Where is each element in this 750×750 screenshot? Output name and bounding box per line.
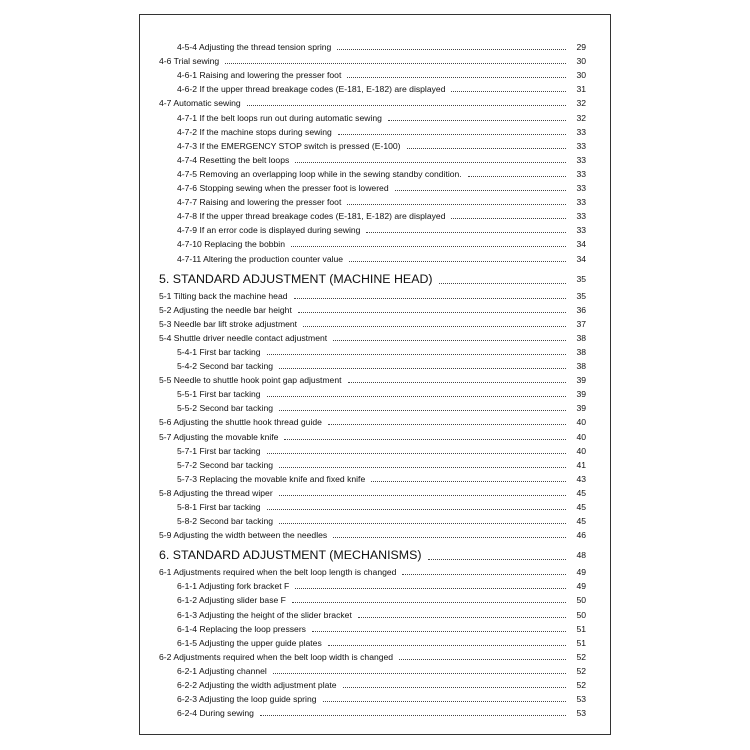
toc-entry-title: 4-7-5 Removing an overlapping loop while in the sewing standby condition. (177, 168, 462, 179)
toc-entry (159, 207, 586, 221)
toc-entry-page-number: 53 (576, 708, 586, 719)
toc-entry-title: 6-2 Adjustments required when the belt loop width is changed (159, 651, 394, 662)
toc-entry (159, 577, 586, 591)
toc-entry (159, 442, 586, 456)
toc-entry (159, 563, 586, 577)
toc-entry-title: 6-2-3 Adjusting the loop guide spring (177, 694, 317, 705)
toc-chapter-heading (159, 264, 586, 287)
dot-leader (279, 467, 566, 468)
dot-leader (333, 537, 566, 538)
toc-entry-page-number: 46 (576, 530, 586, 541)
toc-entry (159, 66, 586, 80)
toc-entry-page-number: 35 (576, 290, 586, 301)
dot-leader (407, 148, 566, 149)
toc-entry-page-number: 33 (576, 211, 586, 222)
toc-entry (159, 498, 586, 512)
toc-entry-page-number: 30 (576, 70, 586, 81)
toc-entry-page-number: 52 (576, 665, 586, 676)
dot-leader (294, 298, 566, 299)
toc-entry-page-number: 43 (576, 473, 586, 484)
toc-entry (159, 704, 586, 718)
toc-entry-page-number: 45 (576, 502, 586, 512)
toc-entry-page-number: 33 (576, 183, 586, 194)
toc-entry (159, 385, 586, 399)
toc-entry-title: 6-1-1 Adjusting fork bracket F (177, 581, 290, 592)
toc-entry (159, 676, 586, 690)
dot-leader (225, 63, 566, 64)
dot-leader (371, 481, 566, 482)
toc-entry (159, 315, 586, 329)
toc-entry-page-number: 51 (576, 623, 586, 634)
dot-leader (347, 204, 566, 205)
toc-entry (159, 484, 586, 498)
toc-entry (159, 690, 586, 704)
dot-leader (247, 105, 566, 106)
toc-entry-title: 5-7-3 Replacing the movable knife and fixed knife (177, 473, 366, 484)
toc-entry (159, 605, 586, 619)
toc-entry-title: 4-7-1 If the belt loops run out during automatic sewing (177, 112, 382, 123)
toc-entry-title: 6-2-2 Adjusting the width adjustment plate (177, 680, 337, 691)
toc-entry (159, 591, 586, 605)
toc-entry (159, 94, 586, 108)
toc-entry-title: 5-7-1 First bar tacking (177, 445, 261, 456)
toc-entry-title: 4-7-9 If an error code is displayed during sewing (177, 225, 361, 236)
dot-leader (279, 495, 566, 496)
dot-leader (312, 631, 566, 632)
toc-entry-title: 4-6-2 If the upper thread breakage codes (E-181, E-182) are displayed (177, 84, 446, 95)
toc-entry (159, 512, 586, 526)
toc-entry (159, 52, 586, 66)
toc-entry-page-number: 35 (576, 273, 586, 284)
toc-entry (159, 634, 586, 648)
toc-entry-page-number: 31 (576, 84, 586, 95)
toc-entry-title: 6-1-4 Replacing the loop pressers (177, 623, 306, 634)
toc-entry (159, 151, 586, 165)
dot-leader (439, 283, 566, 284)
toc-entry-page-number: 37 (576, 318, 586, 329)
dot-leader (328, 645, 566, 646)
dot-leader (358, 617, 566, 618)
toc-entry-title: 4-7-3 If the EMERGENCY STOP switch is pressed (E-100) (177, 140, 401, 151)
toc-entry-title: 6-2-4 During sewing (177, 708, 254, 719)
dot-leader (328, 424, 566, 425)
dot-leader (347, 77, 566, 78)
toc-entry (159, 38, 586, 52)
dot-leader (451, 91, 566, 92)
toc-entry-page-number: 38 (576, 332, 586, 343)
toc-entry-page-number: 52 (576, 651, 586, 662)
toc-entry-title: 6-1-5 Adjusting the upper guide plates (177, 637, 322, 648)
toc-entry-title: 5-8 Adjusting the thread wiper (159, 487, 273, 498)
toc-entry (159, 108, 586, 122)
toc-entry (159, 371, 586, 385)
toc-entry-title: 5-5-2 Second bar tacking (177, 403, 274, 414)
dot-leader (388, 120, 566, 121)
toc-entry-title: 5-4 Shuttle driver needle contact adjustment (159, 332, 328, 343)
toc-entry-title: 5-5 Needle to shuttle hook point gap adjustment (159, 375, 342, 386)
dot-leader (279, 523, 566, 524)
toc-entry (159, 221, 586, 235)
toc-entry-page-number: 39 (576, 403, 586, 414)
toc-entry-title: 5-7 Adjusting the movable knife (159, 431, 279, 442)
toc-entry-title: 5. STANDARD ADJUSTMENT (MACHINE HEAD) (159, 271, 433, 286)
toc-entry-title: 4-6 Trial sewing (159, 56, 220, 67)
dot-leader (260, 715, 566, 716)
toc-entry (159, 662, 586, 676)
toc-entry-title: 6. STANDARD ADJUSTMENT (MECHANISMS) (159, 548, 422, 563)
toc-entry-page-number: 30 (576, 56, 586, 67)
toc-entry (159, 329, 586, 343)
toc-entry-title: 4-7-10 Replacing the bobbin (177, 239, 285, 250)
dot-leader (402, 574, 566, 575)
toc-entry (159, 287, 586, 301)
toc-entry-page-number: 32 (576, 112, 586, 123)
toc-entry-page-number: 34 (576, 239, 586, 250)
toc-entry-title: 5-4-1 First bar tacking (177, 346, 261, 357)
toc-entry (159, 137, 586, 151)
toc-entry-page-number: 33 (576, 140, 586, 151)
toc-entry (159, 193, 586, 207)
toc-entry (159, 343, 586, 357)
toc-chapter-heading (159, 540, 586, 563)
toc-entry-page-number: 53 (576, 694, 586, 705)
toc-entry (159, 648, 586, 662)
document-page (139, 14, 611, 735)
toc-entry (159, 470, 586, 484)
toc-entry-page-number: 32 (576, 98, 586, 109)
dot-leader (399, 659, 566, 660)
dot-leader (279, 368, 566, 369)
toc-entry (159, 80, 586, 94)
toc-entry (159, 249, 586, 263)
dot-leader (291, 246, 566, 247)
dot-leader (343, 687, 566, 688)
toc-entry-page-number: 49 (576, 581, 586, 592)
toc-entry-page-number: 40 (576, 417, 586, 428)
dot-leader (451, 218, 566, 219)
dot-leader (292, 602, 566, 603)
toc-entry-title: 5-5-1 First bar tacking (177, 389, 261, 400)
toc-entry-title: 5-4-2 Second bar tacking (177, 361, 274, 372)
toc-entry-title: 5-3 Needle bar lift stroke adjustment (159, 318, 298, 329)
toc-entry (159, 123, 586, 137)
toc-entry-title: 5-8-2 Second bar tacking (177, 516, 274, 527)
toc-entry-title: 6-1-2 Adjusting slider base F (177, 595, 286, 606)
toc-entry (159, 357, 586, 371)
toc-entry-page-number: 50 (576, 595, 586, 606)
dot-leader (428, 559, 566, 560)
toc-entry-title: 4-6-1 Raising and lowering the presser foot (177, 70, 342, 81)
toc-entry-page-number: 39 (576, 375, 586, 386)
dot-leader (273, 673, 566, 674)
toc-entry-page-number: 41 (576, 459, 586, 470)
dot-leader (349, 261, 566, 262)
dot-leader (337, 49, 566, 50)
toc-entry (159, 179, 586, 193)
toc-entry-page-number: 33 (576, 154, 586, 165)
toc-entry-page-number: 40 (576, 431, 586, 442)
toc-entry-page-number: 45 (576, 487, 586, 498)
toc-entry (159, 413, 586, 427)
dot-leader (348, 382, 567, 383)
toc-entry-page-number: 33 (576, 225, 586, 236)
toc-entry-title: 5-2 Adjusting the needle bar height (159, 304, 292, 315)
toc-entry-title: 5-8-1 First bar tacking (177, 502, 261, 512)
toc-entry-page-number: 40 (576, 445, 586, 456)
toc-entry-page-number: 49 (576, 567, 586, 578)
toc-entry-title: 5-9 Adjusting the width between the needles (159, 530, 328, 541)
dot-leader (295, 588, 566, 589)
dot-leader (267, 509, 566, 510)
toc-entry-page-number: 50 (576, 609, 586, 620)
toc-entry-title: 4-7-4 Resetting the belt loops (177, 154, 290, 165)
dot-leader (267, 396, 566, 397)
toc-entry (159, 165, 586, 179)
toc-entry (159, 399, 586, 413)
toc-entry (159, 526, 586, 540)
toc-entry-page-number: 51 (576, 637, 586, 648)
table-of-contents (159, 38, 586, 718)
dot-leader (298, 312, 566, 313)
toc-entry-title: 6-2-1 Adjusting channel (177, 665, 267, 676)
dot-leader (295, 162, 566, 163)
toc-entry (159, 456, 586, 470)
toc-entry-page-number: 38 (576, 346, 586, 357)
toc-entry-page-number: 33 (576, 197, 586, 208)
toc-entry-title: 5-1 Tilting back the machine head (159, 290, 288, 301)
toc-entry-title: 4-7-11 Altering the production counter value (177, 253, 344, 264)
toc-entry-title: 6-1-3 Adjusting the height of the slider bracket (177, 609, 352, 620)
dot-leader (366, 232, 566, 233)
toc-entry (159, 301, 586, 315)
toc-entry-page-number: 48 (576, 550, 586, 561)
dot-leader (395, 190, 566, 191)
toc-entry-title: 5-6 Adjusting the shuttle hook thread guide (159, 417, 322, 428)
toc-entry-page-number: 36 (576, 304, 586, 315)
toc-entry (159, 427, 586, 441)
toc-entry-page-number: 33 (576, 168, 586, 179)
toc-entry-page-number: 38 (576, 361, 586, 372)
dot-leader (338, 134, 566, 135)
toc-entry-title: 4-5-4 Adjusting the thread tension spring (177, 42, 332, 53)
toc-entry-title: 4-7-8 If the upper thread breakage codes (E-181, E-182) are displayed (177, 211, 446, 222)
toc-entry-title: 4-7-6 Stopping sewing when the presser foot is lowered (177, 183, 389, 194)
toc-entry-page-number: 33 (576, 126, 586, 137)
toc-entry (159, 620, 586, 634)
toc-entry (159, 235, 586, 249)
toc-entry-title: 4-7 Automatic sewing (159, 98, 241, 109)
toc-entry-title: 4-7-2 If the machine stops during sewing (177, 126, 332, 137)
dot-leader (267, 354, 566, 355)
toc-entry-page-number: 45 (576, 516, 586, 527)
dot-leader (323, 701, 566, 702)
toc-entry-title: 4-7-7 Raising and lowering the presser foot (177, 197, 342, 208)
dot-leader (468, 176, 566, 177)
dot-leader (279, 410, 566, 411)
toc-entry-page-number: 29 (576, 42, 586, 53)
dot-leader (284, 439, 566, 440)
dot-leader (333, 340, 566, 341)
toc-entry-page-number: 52 (576, 680, 586, 691)
toc-entry-title: 6-1 Adjustments required when the belt loop length is changed (159, 567, 397, 578)
toc-entry-page-number: 39 (576, 389, 586, 400)
toc-entry-page-number: 34 (576, 253, 586, 264)
dot-leader (267, 453, 566, 454)
toc-entry-title: 5-7-2 Second bar tacking (177, 459, 274, 470)
dot-leader (303, 326, 566, 327)
